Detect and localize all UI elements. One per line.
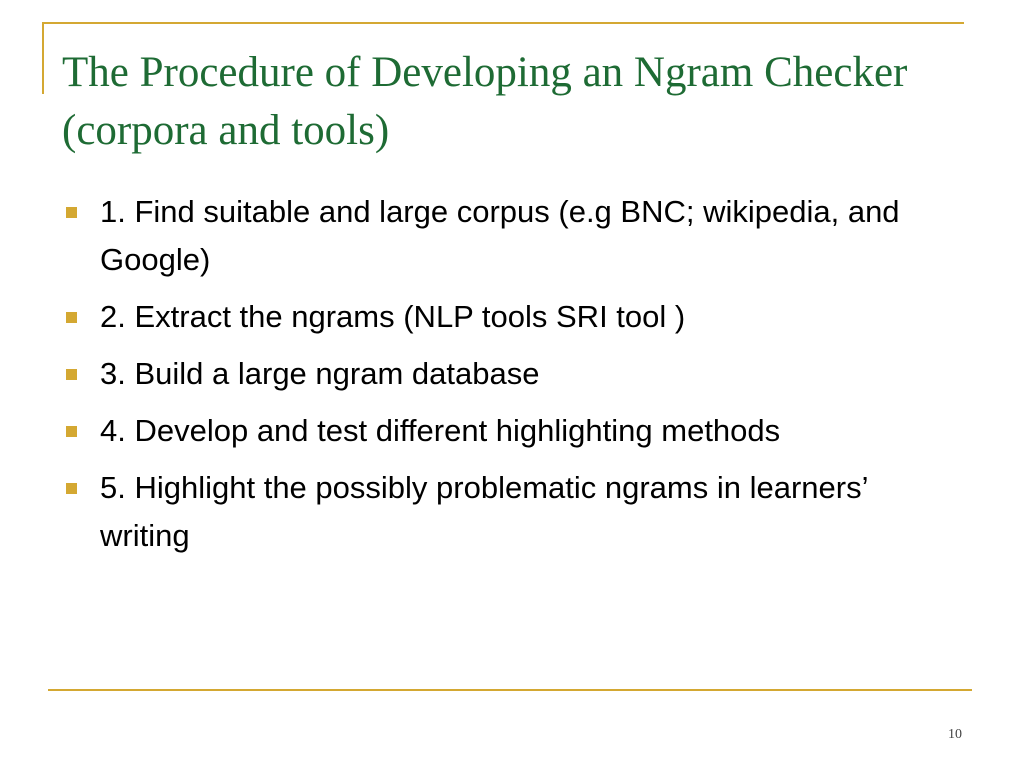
frame-left-line — [42, 22, 44, 94]
bullet-item — [62, 464, 962, 560]
footer-divider-line — [48, 689, 972, 691]
bullet-text: 2. Extract the ngrams (NLP tools SRI tool ) — [100, 299, 686, 334]
bullet-list — [62, 188, 962, 569]
frame-top-line — [42, 22, 964, 24]
bullet-text: 1. Find suitable and large corpus (e.g BNC; wikipedia, and Google) — [100, 194, 900, 277]
bullet-item — [62, 293, 962, 341]
page-number: 10 — [948, 727, 962, 742]
square-bullet-icon — [66, 312, 77, 323]
bullet-text: 3. Build a large ngram database — [100, 356, 540, 391]
bullet-item — [62, 407, 962, 455]
square-bullet-icon — [66, 483, 77, 494]
square-bullet-icon — [66, 207, 77, 218]
square-bullet-icon — [66, 426, 77, 437]
square-bullet-icon — [66, 369, 77, 380]
bullet-item — [62, 188, 962, 284]
bullet-text: 4. Develop and test different highlighting methods — [100, 413, 781, 448]
slide-title: The Procedure of Developing an Ngram Checker (corpora and tools) — [62, 49, 908, 154]
bullet-text: 5. Highlight the possibly problematic ngrams in learners’ writing — [100, 470, 868, 553]
bullet-item — [62, 350, 962, 398]
